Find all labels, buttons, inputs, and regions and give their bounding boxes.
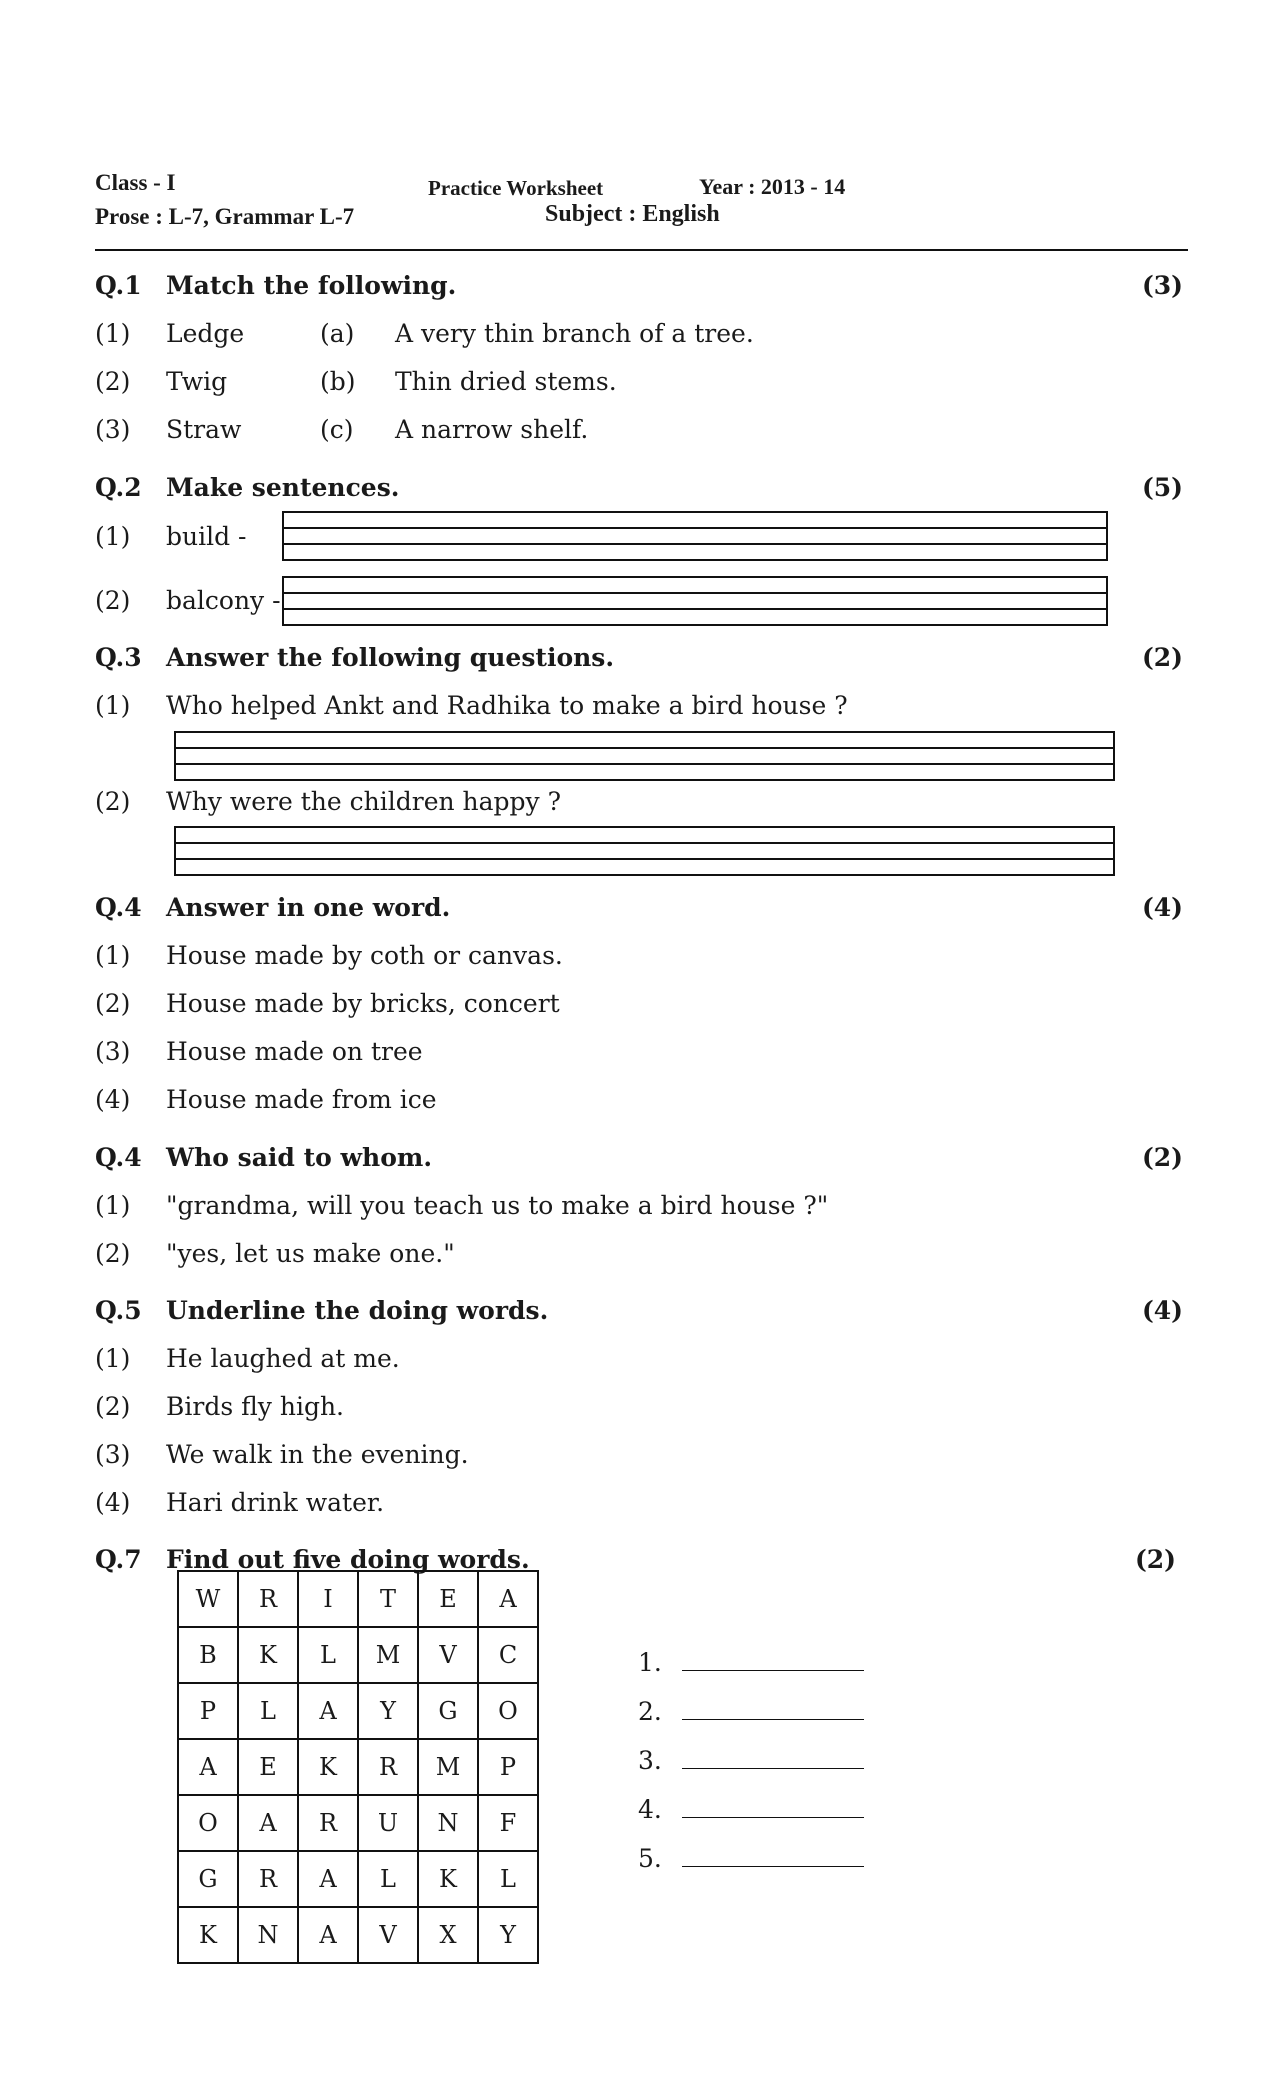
item-number: (1) bbox=[95, 691, 131, 720]
question-number: Q.5 bbox=[95, 1296, 142, 1325]
grid-cell[interactable]: T bbox=[358, 1571, 418, 1627]
grid-cell[interactable]: L bbox=[478, 1851, 538, 1907]
grid-cell[interactable]: R bbox=[238, 1571, 298, 1627]
answer-line-1[interactable] bbox=[638, 1646, 864, 1677]
item-number: (2) bbox=[95, 586, 131, 615]
answer-number: 3. bbox=[638, 1746, 662, 1775]
question-title: Who said to whom. bbox=[166, 1143, 433, 1172]
header-divider bbox=[95, 249, 1188, 251]
grid-cell[interactable]: A bbox=[238, 1795, 298, 1851]
match-letter: (b) bbox=[320, 367, 356, 396]
grid-cell[interactable]: K bbox=[238, 1627, 298, 1683]
item-number: (3) bbox=[95, 1037, 131, 1066]
answer-line-4[interactable] bbox=[638, 1793, 864, 1824]
grid-cell[interactable]: G bbox=[178, 1851, 238, 1907]
item-text: He laughed at me. bbox=[166, 1344, 400, 1373]
question-marks: (2) bbox=[1134, 1545, 1176, 1574]
question-text: Who helped Ankt and Radhika to make a bird house ? bbox=[166, 691, 848, 720]
grid-cell[interactable]: N bbox=[418, 1795, 478, 1851]
question-title: Match the following. bbox=[166, 271, 457, 300]
grid-cell[interactable]: A bbox=[298, 1907, 358, 1963]
grid-cell[interactable]: K bbox=[178, 1907, 238, 1963]
grid-cell[interactable]: B bbox=[178, 1627, 238, 1683]
question-marks: (2) bbox=[1141, 1143, 1183, 1172]
match-meaning: Thin dried stems. bbox=[395, 367, 617, 396]
grid-cell[interactable]: Y bbox=[478, 1907, 538, 1963]
item-text: "grandma, will you teach us to make a bird house ?" bbox=[166, 1191, 829, 1220]
class-label: Class - I bbox=[95, 170, 176, 195]
worksheet-title: Practice Worksheet bbox=[428, 176, 604, 200]
grid-cell[interactable]: R bbox=[238, 1851, 298, 1907]
item-number: (2) bbox=[95, 989, 131, 1018]
grid-cell[interactable]: V bbox=[358, 1907, 418, 1963]
question-title: Answer in one word. bbox=[166, 893, 451, 922]
grid-cell[interactable]: E bbox=[238, 1739, 298, 1795]
match-letter: (a) bbox=[320, 319, 355, 348]
grid-cell[interactable]: K bbox=[298, 1739, 358, 1795]
item-number: (3) bbox=[95, 415, 131, 444]
sentence-answer-lines[interactable] bbox=[282, 576, 1108, 626]
grid-cell[interactable]: L bbox=[298, 1627, 358, 1683]
answer-number: 1. bbox=[638, 1648, 662, 1677]
item-text: Birds fly high. bbox=[166, 1392, 344, 1421]
item-number: (1) bbox=[95, 319, 131, 348]
grid-cell[interactable]: R bbox=[298, 1795, 358, 1851]
item-number: (2) bbox=[95, 367, 131, 396]
answer-line-2[interactable] bbox=[638, 1695, 864, 1726]
item-number: (2) bbox=[95, 1392, 131, 1421]
match-word: Straw bbox=[166, 415, 242, 444]
answer-lines[interactable] bbox=[174, 731, 1115, 781]
grid-cell[interactable]: O bbox=[478, 1683, 538, 1739]
subject-label: Subject : English bbox=[545, 201, 720, 227]
answer-lines[interactable] bbox=[174, 826, 1115, 876]
question-number: Q.2 bbox=[95, 473, 142, 502]
match-word: Ledge bbox=[166, 319, 245, 348]
prose-label: Prose : L-7, Grammar L-7 bbox=[95, 204, 355, 229]
question-number: Q.3 bbox=[95, 643, 142, 672]
question-number: Q.1 bbox=[95, 271, 142, 300]
grid-cell[interactable]: A bbox=[178, 1739, 238, 1795]
grid-cell[interactable]: C bbox=[478, 1627, 538, 1683]
grid-cell[interactable]: I bbox=[298, 1571, 358, 1627]
item-text: "yes, let us make one." bbox=[166, 1239, 455, 1268]
question-text: Why were the children happy ? bbox=[166, 787, 562, 816]
item-text: House made by coth or canvas. bbox=[166, 941, 563, 970]
item-number: (3) bbox=[95, 1440, 131, 1469]
item-number: (1) bbox=[95, 941, 131, 970]
grid-cell[interactable]: F bbox=[478, 1795, 538, 1851]
grid-cell[interactable]: G bbox=[418, 1683, 478, 1739]
question-title: Answer the following questions. bbox=[166, 643, 615, 672]
grid-cell[interactable]: O bbox=[178, 1795, 238, 1851]
match-meaning: A very thin branch of a tree. bbox=[395, 319, 754, 348]
sentence-word: build - bbox=[166, 522, 247, 551]
question-title: Make sentences. bbox=[166, 473, 400, 502]
answer-line-5[interactable] bbox=[638, 1842, 864, 1873]
grid-cell[interactable]: W bbox=[178, 1571, 238, 1627]
grid-cell[interactable]: K bbox=[418, 1851, 478, 1907]
answer-number: 2. bbox=[638, 1697, 662, 1726]
grid-cell[interactable]: A bbox=[478, 1571, 538, 1627]
question-number: Q.4 bbox=[95, 1143, 142, 1172]
question-marks: (4) bbox=[1141, 1296, 1183, 1325]
match-letter: (c) bbox=[320, 415, 354, 444]
item-number: (4) bbox=[95, 1085, 131, 1114]
question-marks: (3) bbox=[1141, 271, 1183, 300]
grid-cell[interactable]: N bbox=[238, 1907, 298, 1963]
word-search-grid bbox=[177, 1570, 539, 1964]
item-text: House made from ice bbox=[166, 1085, 437, 1114]
question-marks: (2) bbox=[1141, 643, 1183, 672]
answer-line-3[interactable] bbox=[638, 1744, 864, 1775]
item-text: House made by bricks, concert bbox=[166, 989, 560, 1018]
question-title: Find out five doing words. bbox=[166, 1545, 530, 1574]
grid-cell[interactable]: L bbox=[238, 1683, 298, 1739]
grid-cell[interactable]: M bbox=[418, 1739, 478, 1795]
year-label: Year : 2013 - 14 bbox=[699, 174, 846, 199]
grid-cell[interactable]: U bbox=[358, 1795, 418, 1851]
grid-cell[interactable]: P bbox=[478, 1739, 538, 1795]
grid-cell[interactable]: Y bbox=[358, 1683, 418, 1739]
question-marks: (4) bbox=[1141, 893, 1183, 922]
sentence-word: balcony - bbox=[166, 586, 281, 615]
question-marks: (5) bbox=[1141, 473, 1183, 502]
grid-cell[interactable]: L bbox=[358, 1851, 418, 1907]
item-number: (1) bbox=[95, 1344, 131, 1373]
match-word: Twig bbox=[166, 367, 228, 396]
grid-cell[interactable]: V bbox=[418, 1627, 478, 1683]
question-number: Q.7 bbox=[95, 1545, 142, 1574]
answer-number: 4. bbox=[638, 1795, 662, 1824]
question-number: Q.4 bbox=[95, 893, 142, 922]
grid-cell[interactable]: E bbox=[418, 1571, 478, 1627]
grid-cell[interactable]: A bbox=[298, 1683, 358, 1739]
grid-cell[interactable]: P bbox=[178, 1683, 238, 1739]
item-text: We walk in the evening. bbox=[166, 1440, 469, 1469]
answer-number: 5. bbox=[638, 1844, 662, 1873]
item-number: (4) bbox=[95, 1488, 131, 1517]
item-number: (1) bbox=[95, 1191, 131, 1220]
question-title: Underline the doing words. bbox=[166, 1296, 549, 1325]
match-meaning: A narrow shelf. bbox=[395, 415, 589, 444]
item-text: Hari drink water. bbox=[166, 1488, 385, 1517]
sentence-answer-lines[interactable] bbox=[282, 511, 1108, 561]
grid-cell[interactable]: R bbox=[358, 1739, 418, 1795]
item-number: (2) bbox=[95, 1239, 131, 1268]
grid-cell[interactable]: A bbox=[298, 1851, 358, 1907]
grid-cell[interactable]: M bbox=[358, 1627, 418, 1683]
item-number: (1) bbox=[95, 522, 131, 551]
grid-cell[interactable]: X bbox=[418, 1907, 478, 1963]
item-text: House made on tree bbox=[166, 1037, 423, 1066]
item-number: (2) bbox=[95, 787, 131, 816]
